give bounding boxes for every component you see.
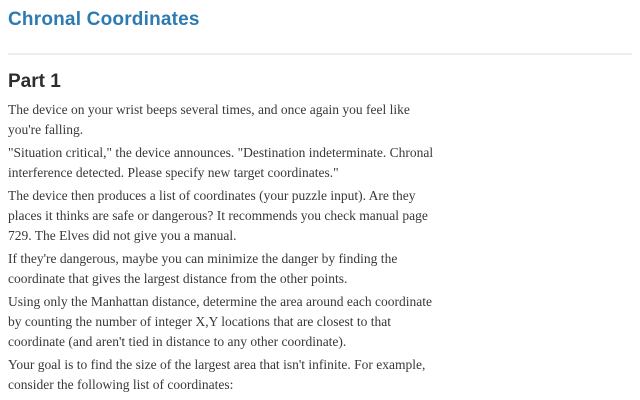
divider — [8, 53, 632, 55]
paragraph-device-beeps: The device on your wrist beeps several times, and once again you feel like you're falling. — [8, 102, 410, 137]
paragraph-situation-critical: "Situation critical," the device announces. "Destination indeterminate. Chronal interference detected. Please specify new target coordinates." — [8, 145, 434, 180]
part-1-section — [8, 70, 632, 395]
page-title[interactable]: Chronal Coordinates — [8, 9, 200, 30]
paragraph-minimize-danger: If they're dangerous, maybe you can minimize the danger by finding the coordinate that gives the largest distance from the other points. — [8, 251, 398, 286]
paragraph-list-of-coordinates: The device then produces a list of coordinates (your puzzle input). Are they places it thinks are safe or dangerous? It recommends you check manual page 729. The Elves did not give you a manual. — [8, 188, 428, 243]
paragraph-goal-largest-area: Your goal is to find the size of the largest area that isn't infinite. For example, consider the following list of coordinates: — [8, 357, 426, 392]
paragraph-manhattan-distance: Using only the Manhattan distance, determine the area around each coordinate by counting the number of integer X,Y locations that are closest to that coordinate (and aren't tied in distance to any other coordinate). — [8, 294, 432, 349]
part-1-heading: Part 1 — [8, 71, 61, 92]
